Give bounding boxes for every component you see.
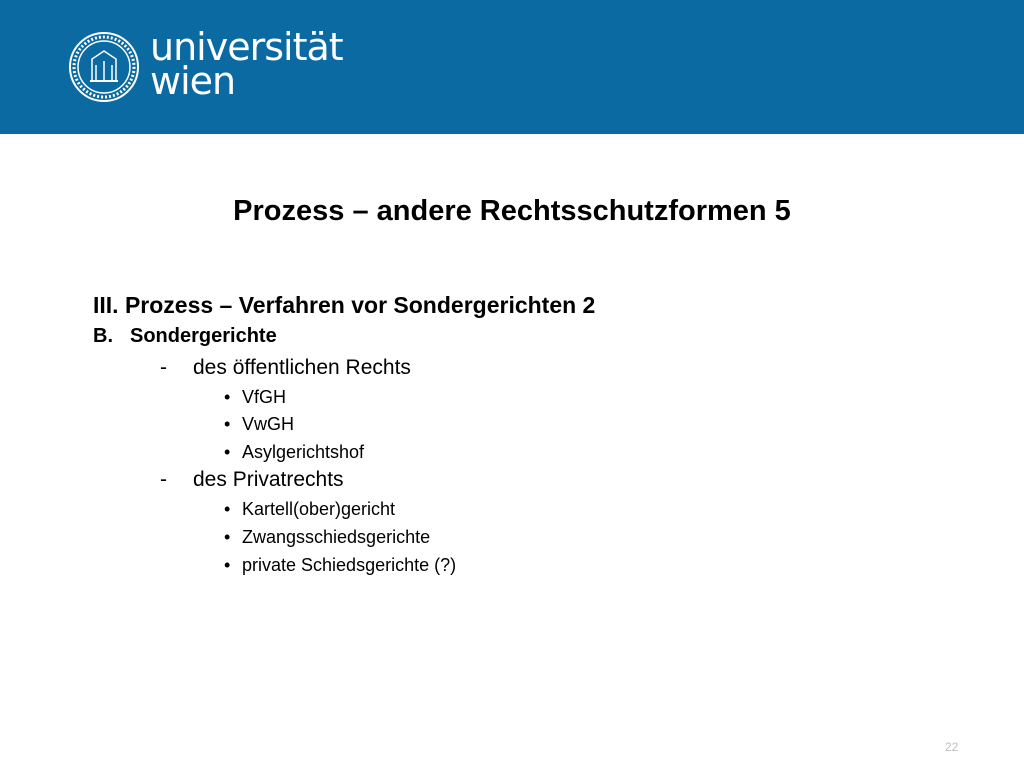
slide-title: Prozess – andere Rechtsschutzformen 5 [233,195,791,227]
bullet: • [224,414,231,434]
group-marker: - [160,468,167,491]
logo-line-2: wien [150,59,236,103]
bullet: • [224,527,231,547]
bullet: • [224,499,231,519]
list-item: private Schiedsgerichte (?) [242,555,457,575]
group-marker: - [160,356,167,379]
bullet: • [224,442,231,462]
list-item: Zwangsschiedsgerichte [242,527,431,547]
header-bar [0,0,1024,134]
section-heading: III. Prozess – Verfahren vor Sondergerichten 2 [93,292,596,318]
list-item: Kartell(ober)gericht [242,499,396,519]
university-logo [150,25,343,103]
group-label-private-law: des Privatrechts [193,468,344,491]
bullet: • [224,387,231,407]
subheading: Sondergerichte [130,325,277,347]
page-number: 22 [945,740,959,754]
logo-line-1: universität [150,25,343,69]
subheading-marker: B. [93,325,113,347]
group-label-public-law: des öffentlichen Rechts [193,356,411,379]
bullet: • [224,555,231,575]
university-seal-icon [68,31,140,103]
list-item: VfGH [242,387,287,407]
list-item: VwGH [242,414,295,434]
list-item: Asylgerichtshof [242,442,365,462]
